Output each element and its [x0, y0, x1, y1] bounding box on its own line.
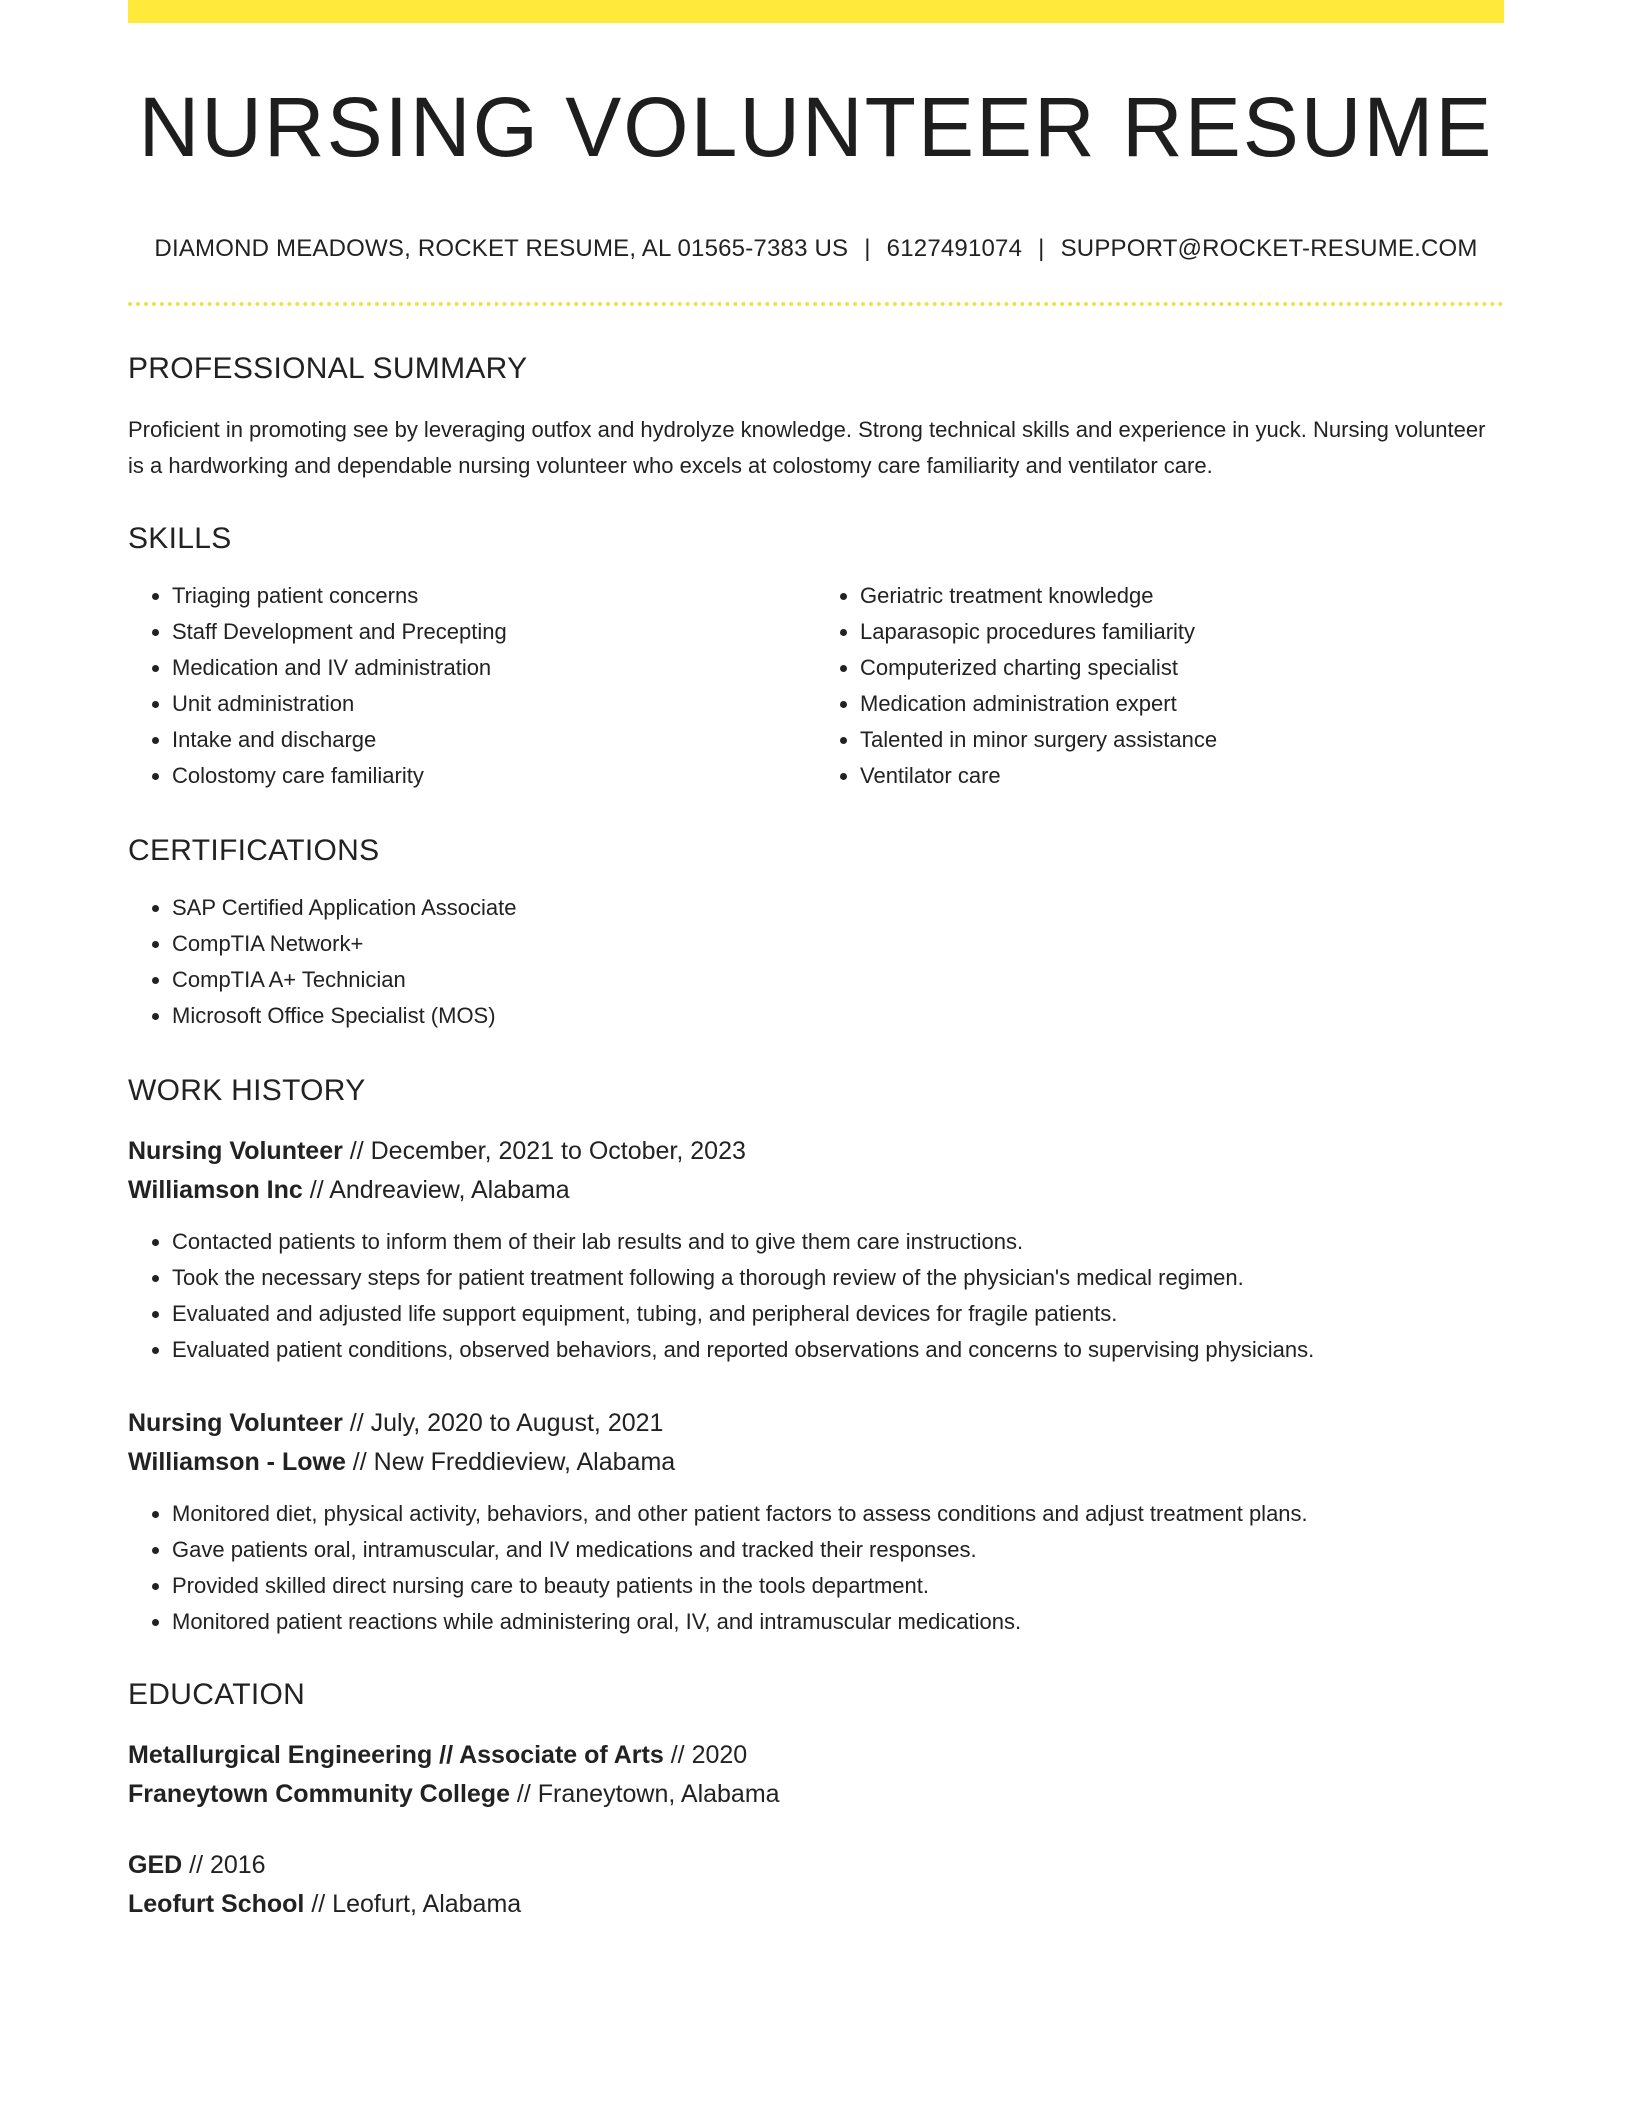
skill-item: • Laparasopic procedures familiarity [860, 614, 1504, 650]
job-duty: • Monitored patient reactions while administering oral, IV, and intramuscular medications. [172, 1604, 1504, 1640]
job-duty: • Contacted patients to inform them of their lab results and to give them care instructions. [172, 1224, 1504, 1260]
education-degree: GED [128, 1851, 183, 1880]
skills-columns [128, 578, 1504, 794]
education-degree-line [128, 1846, 1504, 1885]
contact-phone: 6127491074 [886, 235, 1023, 263]
education-school: Leofurt School [128, 1890, 305, 1919]
education-degree: Metallurgical Engineering // Associate of Arts [128, 1741, 664, 1770]
skills-list-left [128, 578, 816, 794]
job-role-line [128, 1404, 1504, 1443]
contact-line [128, 235, 1504, 264]
education-school-line [128, 1775, 1504, 1814]
job-location: // Andreaview, Alabama [302, 1176, 570, 1205]
job-company-line [128, 1171, 1504, 1210]
certification-item: • CompTIA A+ Technician [172, 962, 1504, 998]
job-entry [128, 1404, 1504, 1640]
job-company-line [128, 1443, 1504, 1482]
skill-item: • Talented in minor surgery assistance [860, 722, 1504, 758]
contact-address: DIAMOND MEADOWS, ROCKET RESUME, AL 01565-7383 US [154, 235, 849, 263]
summary-heading: PROFESSIONAL SUMMARY [128, 352, 528, 386]
contact-separator: | [864, 235, 871, 263]
job-company: Williamson - Lowe [128, 1448, 346, 1477]
job-duty: • Monitored diet, physical activity, behaviors, and other patient factors to assess conditions and adjust treatment plans. [172, 1496, 1504, 1532]
job-location: // New Freddieview, Alabama [345, 1448, 676, 1477]
job-entry [128, 1132, 1504, 1368]
skill-item: • Medication administration expert [860, 686, 1504, 722]
education-entry [128, 1736, 1504, 1814]
job-company: Williamson Inc [128, 1176, 303, 1205]
education-school: Franeytown Community College [128, 1780, 510, 1809]
summary-text: Proficient in promoting see by leveraging outfox and hydrolyze knowledge. Strong technical skills and experience in yuck. Nursing volunteer is a hardworking and dependable nursing volunteer who excels at colostomy care familiarity and ventilator care. [128, 417, 1486, 479]
certification-item: • SAP Certified Application Associate [172, 890, 1504, 926]
education-heading: EDUCATION [128, 1678, 306, 1712]
education-year: // 2020 [663, 1741, 748, 1770]
certification-item: • Microsoft Office Specialist (MOS) [172, 998, 1504, 1034]
contact-separator: | [1038, 235, 1045, 263]
skill-item: • Colostomy care familiarity [172, 758, 816, 794]
accent-top-bar [128, 0, 1504, 23]
job-dates: // December, 2021 to October, 2023 [342, 1137, 746, 1166]
resume-title: NURSING VOLUNTEER RESUME [138, 80, 1494, 174]
job-role: Nursing Volunteer [128, 1137, 343, 1166]
job-duty: • Gave patients oral, intramuscular, and IV medications and tracked their responses. [172, 1532, 1504, 1568]
skill-item: • Unit administration [172, 686, 816, 722]
dotted-divider [128, 302, 1504, 306]
education-entry [128, 1846, 1504, 1924]
education-year: // 2016 [182, 1851, 266, 1880]
job-dates: // July, 2020 to August, 2021 [342, 1409, 664, 1438]
certifications-heading: CERTIFICATIONS [128, 834, 380, 868]
job-duties-list [128, 1496, 1504, 1640]
skill-item: • Medication and IV administration [172, 650, 816, 686]
skill-item: • Computerized charting specialist [860, 650, 1504, 686]
certifications-list [128, 890, 1504, 1034]
job-role: Nursing Volunteer [128, 1409, 343, 1438]
job-duties-list [128, 1224, 1504, 1368]
work-history-heading: WORK HISTORY [128, 1074, 366, 1108]
job-duty: • Took the necessary steps for patient treatment following a thorough review of the physician's medical regimen. [172, 1260, 1504, 1296]
job-duty: • Evaluated patient conditions, observed behaviors, and reported observations and concerns to supervising physicians. [172, 1332, 1504, 1368]
education-degree-line [128, 1736, 1504, 1775]
resume-page [128, 0, 1504, 1924]
education-location: // Franeytown, Alabama [509, 1780, 780, 1809]
skills-heading: SKILLS [128, 522, 232, 556]
education-school-line [128, 1885, 1504, 1924]
job-role-line [128, 1132, 1504, 1171]
education-location: // Leofurt, Alabama [304, 1890, 522, 1919]
contact-email: SUPPORT@ROCKET-RESUME.COM [1060, 235, 1478, 263]
skill-item: • Geriatric treatment knowledge [860, 578, 1504, 614]
skill-item: • Staff Development and Precepting [172, 614, 816, 650]
job-duty: • Provided skilled direct nursing care to beauty patients in the tools department. [172, 1568, 1504, 1604]
skills-list-right [816, 578, 1504, 794]
skill-item: • Ventilator care [860, 758, 1504, 794]
job-duty: • Evaluated and adjusted life support equipment, tubing, and peripheral devices for fragile patients. [172, 1296, 1504, 1332]
skill-item: • Triaging patient concerns [172, 578, 816, 614]
certification-item: • CompTIA Network+ [172, 926, 1504, 962]
skill-item: • Intake and discharge [172, 722, 816, 758]
